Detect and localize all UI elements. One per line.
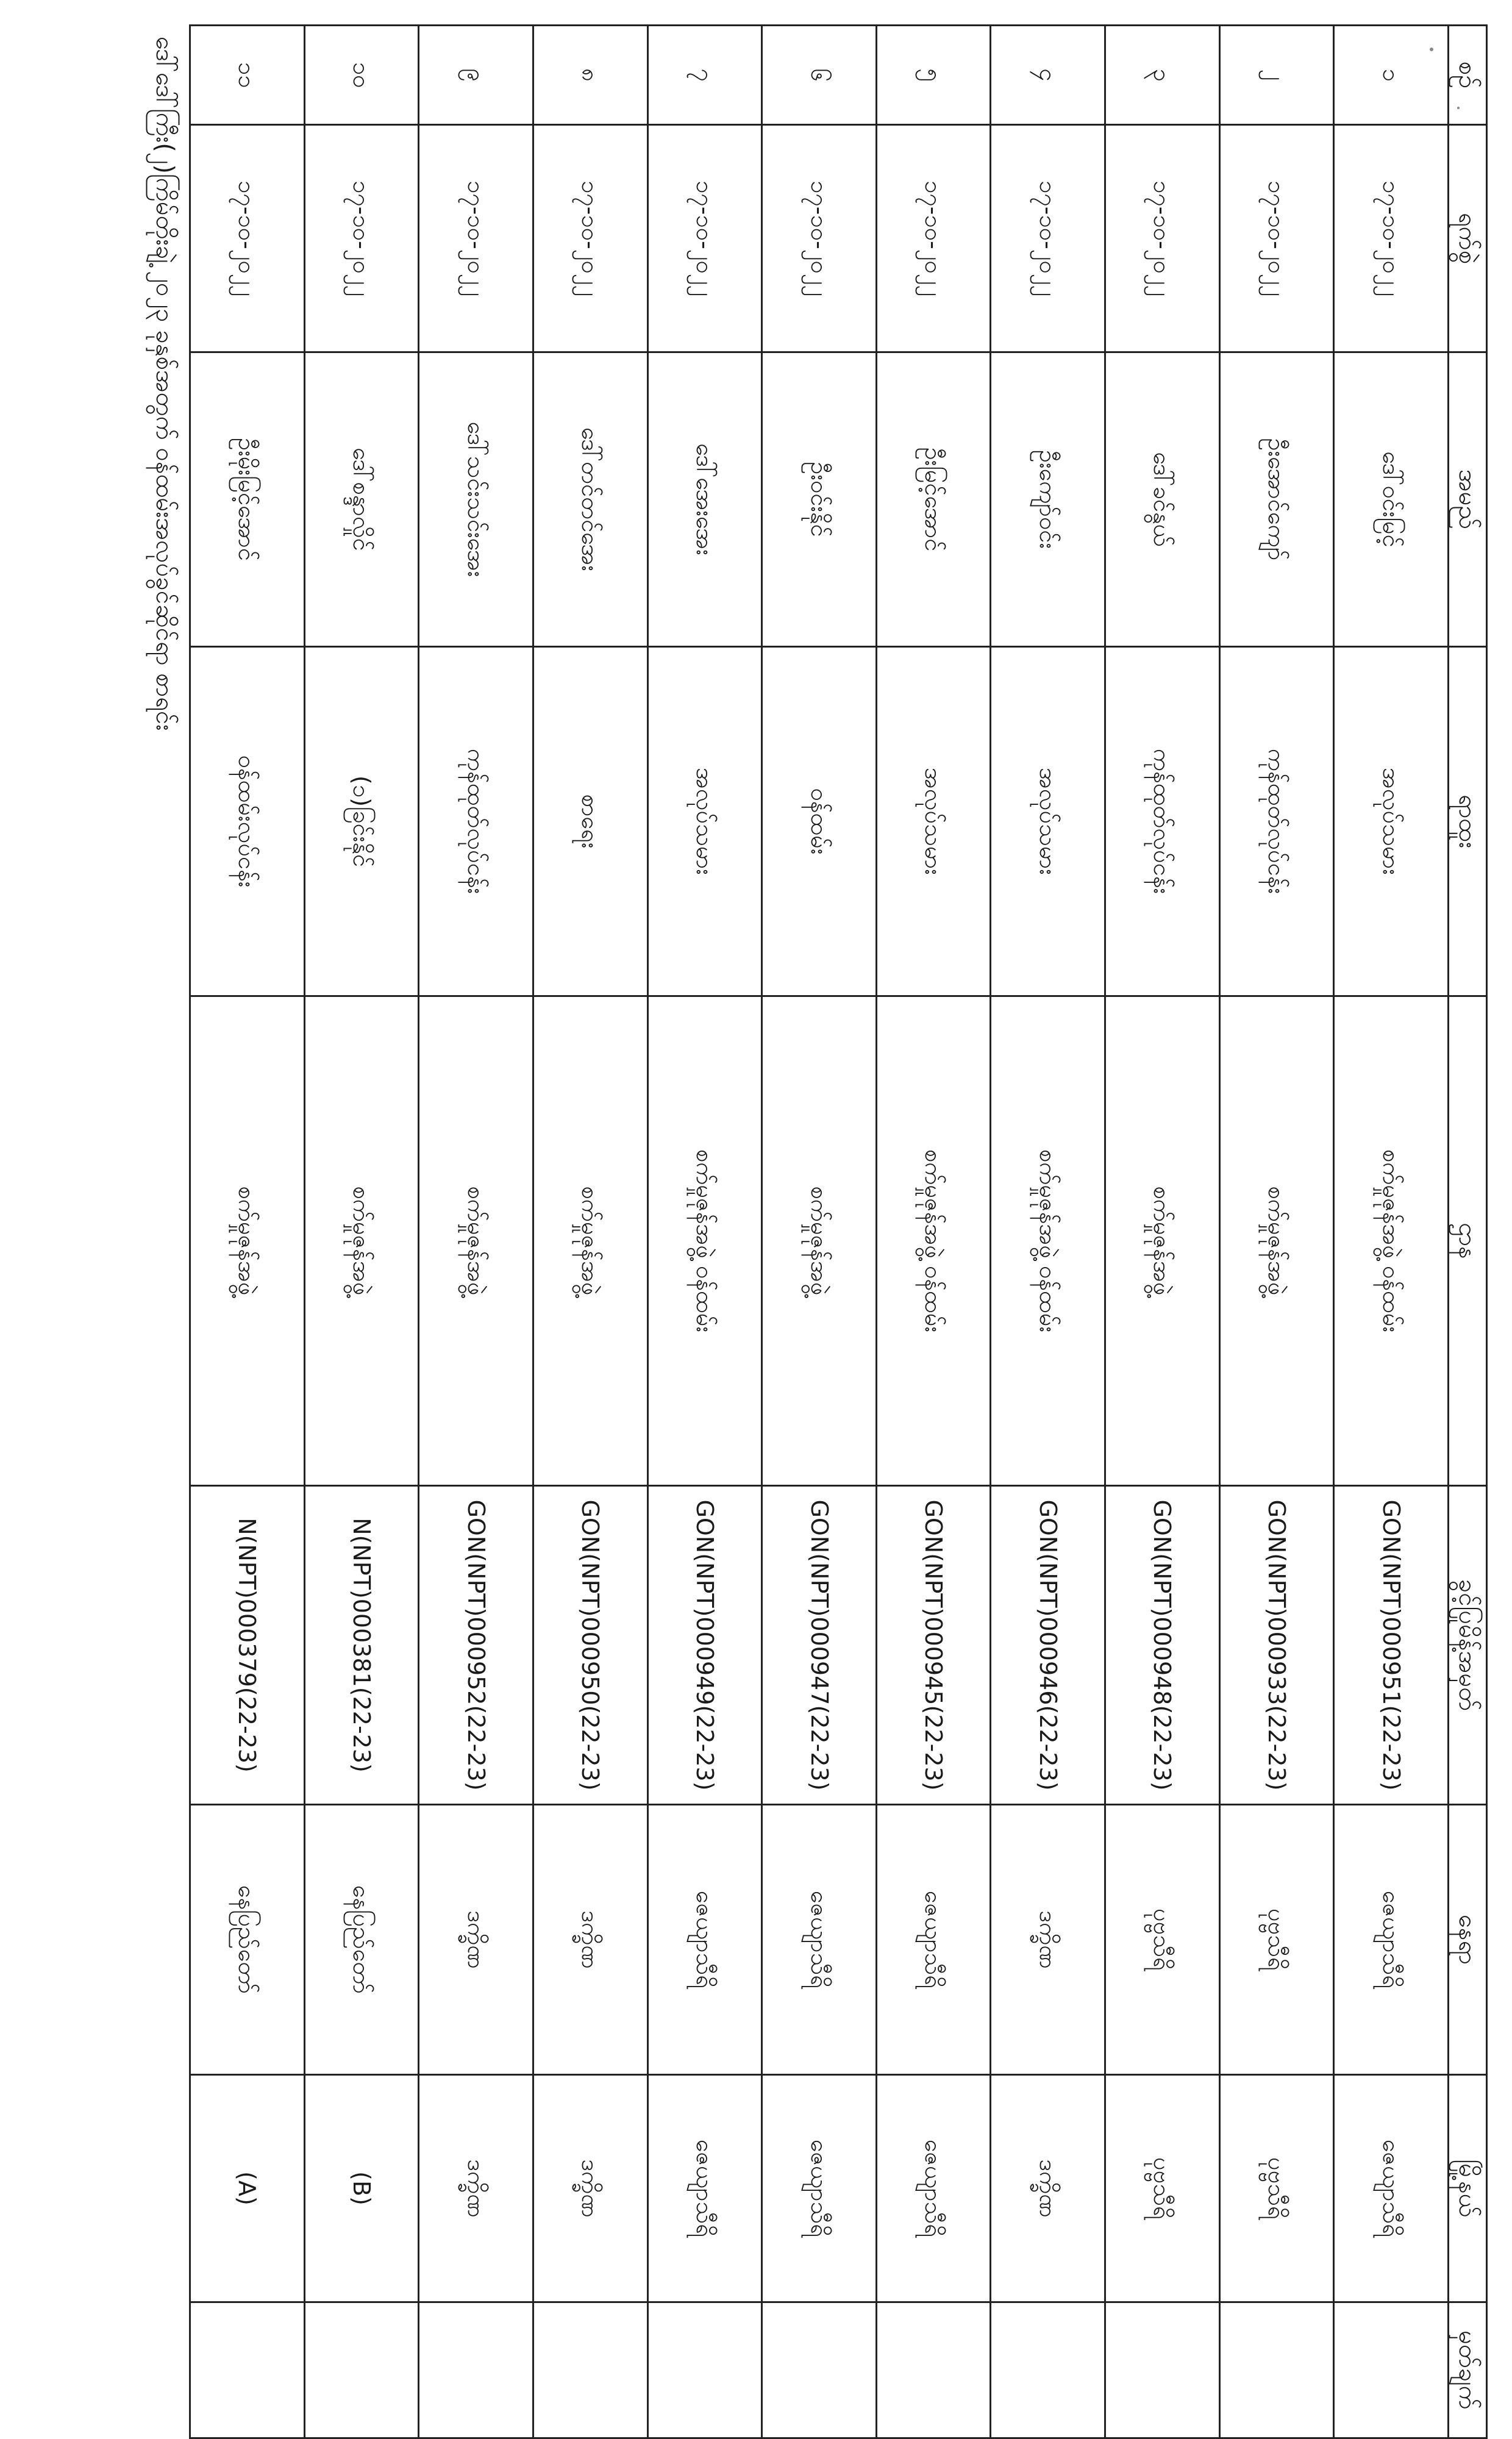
- cell-no: ၇: [647, 26, 762, 125]
- cell-no: ၆: [762, 26, 877, 125]
- cell-date: ၁၇-၁၀-၂၀၂၂: [1334, 125, 1449, 352]
- header-position: ရာထူး: [1449, 647, 1487, 996]
- cell-position: အလုပ်သမား: [1334, 647, 1449, 996]
- header-township: မြို့နယ်: [1449, 2075, 1487, 2302]
- cell-state: ဇေယျာသီရိ: [876, 1805, 991, 2075]
- cell-no: ၃: [1105, 26, 1220, 125]
- cell-township: (B): [304, 2075, 419, 2302]
- cell-date: ၁၇-၁၀-၂၀၂၂: [304, 125, 419, 352]
- table-row: [419, 26, 533, 2438]
- cell-township: ဒက္ခိဏ: [533, 2075, 648, 2302]
- cell-reference: GON(NPT)000933(22-23): [1219, 1486, 1334, 1805]
- header-state: နေရာ: [1449, 1805, 1487, 2075]
- header-name: အမည်: [1449, 352, 1487, 647]
- cell-state: ဒက္ခိဏ: [533, 1805, 648, 2075]
- cell-name: ဒေါ်တင်တင်အေး: [533, 352, 648, 647]
- cell-date: ၁၇-၁၀-၂၀၂၂: [1105, 125, 1220, 352]
- cell-department: စက်မှုဇုန်အဖွဲ့: [419, 996, 533, 1486]
- cell-state: ဒက္ခိဏ: [991, 1805, 1105, 2075]
- cell-position: စာရေး: [533, 647, 648, 996]
- cell-reference: GON(NPT)000949(22-23): [647, 1486, 762, 1805]
- table-row: [1105, 26, 1220, 2438]
- cell-name: ဦးကျော်ဝင်း: [991, 352, 1105, 647]
- cell-name: ဒေါ်ဝင်းမြင့်: [1334, 352, 1449, 647]
- cell-remark: [647, 2302, 762, 2438]
- header-department: ဌာန: [1449, 996, 1487, 1486]
- cell-reference: GON(NPT)000946(22-23): [991, 1486, 1105, 1805]
- cell-reference: GON(NPT)000950(22-23): [533, 1486, 648, 1805]
- cell-reference: GON(NPT)000948(22-23): [1105, 1486, 1220, 1805]
- header-reference: ခွင့်ပြုမိန့်အမှတ်: [1449, 1486, 1487, 1805]
- table-row: [1219, 26, 1334, 2438]
- cell-remark: [991, 2302, 1105, 2438]
- table-row: [647, 26, 762, 2438]
- cell-reference: N(NPT)000381(22-23): [304, 1486, 419, 1805]
- cell-name: ဦးမြင့်အောင်: [876, 352, 991, 647]
- table-row: [1334, 26, 1449, 2438]
- cell-name: ဒေါ်အေးအေး: [647, 352, 762, 647]
- cell-state: ဒက္ခိဏ: [419, 1805, 533, 2075]
- table-row: [991, 26, 1105, 2438]
- cell-remark: [419, 2302, 533, 2438]
- cell-position: ကုန်ထုတ်လုပ်ငန်း: [419, 647, 533, 996]
- cell-date: ၁၇-၁၀-၂၀၂၂: [647, 125, 762, 352]
- cell-township: ပုဗ္ဗသီရိ: [1219, 2075, 1334, 2302]
- cell-position: (၁)ခြင်းနိုင်: [304, 647, 419, 996]
- cell-no: ၁၀: [304, 26, 419, 125]
- cell-name: ဦးဝင်းနိုင်: [762, 352, 877, 647]
- table-header-row: [1449, 26, 1487, 2438]
- cell-name: ဦးအောင်ကျော်: [1219, 352, 1334, 647]
- cell-date: ၁၇-၁၀-၂၀၂၂: [190, 125, 305, 352]
- cell-remark: [533, 2302, 648, 2438]
- cell-department: စက်မှုဇုန်အဖွဲ့ ဝန်ထမ်း: [647, 996, 762, 1486]
- header-date: ရက်စွဲ: [1449, 125, 1487, 352]
- cell-state: ဇေယျာသီရိ: [762, 1805, 877, 2075]
- cell-remark: [1219, 2302, 1334, 2438]
- staff-table: [189, 24, 1488, 2439]
- cell-department: စက်မှုဇုန်အဖွဲ့: [304, 996, 419, 1486]
- cell-name: ဒေါ်ခင်နွယ်: [1105, 352, 1220, 647]
- cell-township: ဇေယျာသီရိ: [1334, 2075, 1449, 2302]
- cell-department: စက်မှုဇုန်အဖွဲ့ ဝန်ထမ်း: [991, 996, 1105, 1486]
- cell-date: ၁၇-၁၀-၂၀၂၂: [991, 125, 1105, 352]
- cell-remark: [190, 2302, 305, 2438]
- cell-position: ဝန်ထမ်းလုပ်ငန်း: [190, 647, 305, 996]
- cell-remark: [876, 2302, 991, 2438]
- cell-position: အလုပ်သမား: [876, 647, 991, 996]
- cell-name: ဒေါ်စန္ဒာလှိုင်: [304, 352, 419, 647]
- cell-no: ၈: [533, 26, 648, 125]
- cell-township: ဒက္ခိဏ: [419, 2075, 533, 2302]
- rotated-table-sheet: [134, 24, 1488, 2410]
- cell-state: ပုဗ္ဗသီရိ: [1219, 1805, 1334, 2075]
- cell-reference: GON(NPT)000945(22-23): [876, 1486, 991, 1805]
- cell-no: ၄: [991, 26, 1105, 125]
- cell-no: ၉: [419, 26, 533, 125]
- cell-department: စက်မှုဇုန်အဖွဲ့: [533, 996, 648, 1486]
- cell-department: စက်မှုဇုန်အဖွဲ့ ဝန်ထမ်း: [876, 996, 991, 1486]
- cell-state: ဇေယျာသီရိ: [1334, 1805, 1449, 2075]
- cell-department: စက်မှုဇုန်အဖွဲ့: [1219, 996, 1334, 1486]
- cell-township: ဇေယျာသီရိ: [876, 2075, 991, 2302]
- cell-date: ၁၇-၁၀-၂၀၂၂: [419, 125, 533, 352]
- cell-no: ၁: [1334, 26, 1449, 125]
- cell-date: ၁၇-၁၀-၂၀၂၂: [533, 125, 648, 352]
- document-caption: ဒေါ်ဒေါ်ကြီး(၂)ကြိမ်တိုးချဲ့ ၂၀၂၃ ခုနှစ်အတွက် ဝန်ထမ်းအလုပ်ခွင်ဆိုင်ရာ စာရင်း: [151, 37, 179, 731]
- cell-name: ဦးမိုးမြင့်အောင်: [190, 352, 305, 647]
- header-remark: မှတ်ချက်: [1449, 2302, 1487, 2438]
- cell-reference: GON(NPT)000951(22-23): [1334, 1486, 1449, 1805]
- cell-state: နေပြည်တော်: [304, 1805, 419, 2075]
- cell-department: စက်မှုဇုန်အဖွဲ့: [762, 996, 877, 1486]
- cell-position: အလုပ်သမား: [991, 647, 1105, 996]
- cell-position: ကုန်ထုတ်လုပ်ငန်း: [1105, 647, 1220, 996]
- cell-reference: GON(NPT)000952(22-23): [419, 1486, 533, 1805]
- cell-remark: [762, 2302, 877, 2438]
- cell-remark: [304, 2302, 419, 2438]
- cell-position: ဝန်ထမ်း: [762, 647, 877, 996]
- cell-position: အလုပ်သမား: [647, 647, 762, 996]
- cell-date: ၁၇-၁၀-၂၀၂၂: [876, 125, 991, 352]
- cell-name: ဒေါ်သင်းသင်းအေး: [419, 352, 533, 647]
- cell-no: ၂: [1219, 26, 1334, 125]
- cell-department: စက်မှုဇုန်အဖွဲ့: [1105, 996, 1220, 1486]
- header-no: စဉ်: [1449, 26, 1487, 125]
- cell-remark: [1334, 2302, 1449, 2438]
- cell-no: ၅: [876, 26, 991, 125]
- cell-position: ကုန်ထုတ်လုပ်ငန်း: [1219, 647, 1334, 996]
- table-row: [533, 26, 648, 2438]
- cell-reference: GON(NPT)000947(22-23): [762, 1486, 877, 1805]
- cell-state: ဇေယျာသီရိ: [647, 1805, 762, 2075]
- cell-state: ပုဗ္ဗသီရိ: [1105, 1805, 1220, 2075]
- cell-reference: N(NPT)000379(22-23): [190, 1486, 305, 1805]
- table-row: [762, 26, 877, 2438]
- cell-department: စက်မှုဇုန်အဖွဲ့ ဝန်ထမ်း: [1334, 996, 1449, 1486]
- cell-department: စက်မှုဇုန်အဖွဲ့: [190, 996, 305, 1486]
- cell-township: ဇေယျာသီရိ: [762, 2075, 877, 2302]
- cell-date: ၁၇-၁၀-၂၀၂၂: [762, 125, 877, 352]
- cell-township: ပုဗ္ဗသီရိ: [1105, 2075, 1220, 2302]
- table-row: [876, 26, 991, 2438]
- cell-township: ဇေယျာသီရိ: [647, 2075, 762, 2302]
- cell-no: ၁၁: [190, 26, 305, 125]
- cell-date: ၁၇-၁၀-၂၀၂၂: [1219, 125, 1334, 352]
- table-row: [304, 26, 419, 2438]
- cell-remark: [1105, 2302, 1220, 2438]
- cell-state: နေပြည်တော်: [190, 1805, 305, 2075]
- table-row: [190, 26, 305, 2438]
- cell-township: ဒက္ခိဏ: [991, 2075, 1105, 2302]
- cell-township: (A): [190, 2075, 305, 2302]
